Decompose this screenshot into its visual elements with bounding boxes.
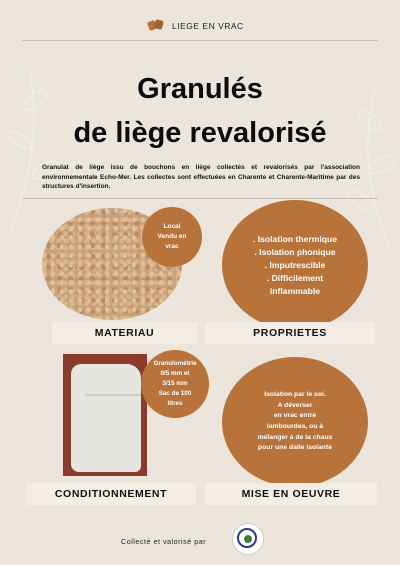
page-title-line2: de liège revalorisé: [73, 117, 327, 149]
sack-shape: [71, 364, 141, 472]
cond-bubble-line: Sac de 100: [158, 390, 192, 397]
mise-line: mélanger à de la chaux: [257, 433, 333, 441]
proprietes-bubble: [222, 200, 368, 330]
proprietes-item: . Imputrescible: [264, 259, 326, 270]
page-title-line1: Granulés: [137, 73, 263, 105]
proprietes-item: inflammable: [269, 285, 321, 296]
partner-logo: [232, 523, 264, 555]
divider-top: [22, 40, 378, 41]
sack-fold: [85, 394, 141, 396]
mise-bubble: [222, 357, 368, 487]
proprietes-item: . Isolation phonique: [254, 246, 336, 257]
materiau-bubble-line: Local: [163, 223, 181, 230]
cond-bubble-line: 0/5 mm et: [160, 370, 190, 377]
partner-logo-dot: [244, 535, 252, 543]
materiau-bubble: [142, 207, 202, 267]
mise-line: pour une dalle isolante: [257, 444, 333, 452]
divider-middle: [22, 198, 378, 199]
cond-bubble-line: Granulométrie: [153, 360, 197, 367]
materiau-label: MATERIAU: [52, 322, 197, 344]
mise-line: en vrac entre: [273, 412, 317, 420]
conditionnement-label: CONDITIONNEMENT: [26, 483, 196, 505]
footer-text: Collecté et valorisé par: [121, 537, 207, 546]
mise-line: Isolation par le sol.: [264, 391, 326, 399]
proprietes-label: PROPRIETES: [205, 322, 375, 344]
cork-icon: [147, 18, 165, 32]
materiau-bubble-line: Vendu en vrac: [157, 233, 187, 250]
mise-line: lambourdes, ou à: [266, 423, 324, 430]
proprietes-item: . Difficilement: [266, 272, 324, 283]
proprietes-item: . Isolation thermique: [252, 233, 338, 244]
cond-bubble-line: 3/15 mm: [162, 380, 188, 387]
mise-line: A déverser: [277, 401, 313, 409]
bag-photo: [63, 354, 147, 476]
cond-bubble-line: litres: [167, 400, 183, 407]
conditionnement-bubble: [141, 350, 209, 418]
intro-paragraph: Granulat de liège issu de bouchons en liège collectés et revalorisés par l'association environnementale Echo-Mer. Les collectes sont effectuées en Charente et Charente-Maritime par des structures d'insertion.: [42, 164, 360, 191]
header-label: LIEGE EN VRAC: [172, 21, 244, 31]
mise-label: MISE EN OEUVRE: [205, 483, 377, 505]
